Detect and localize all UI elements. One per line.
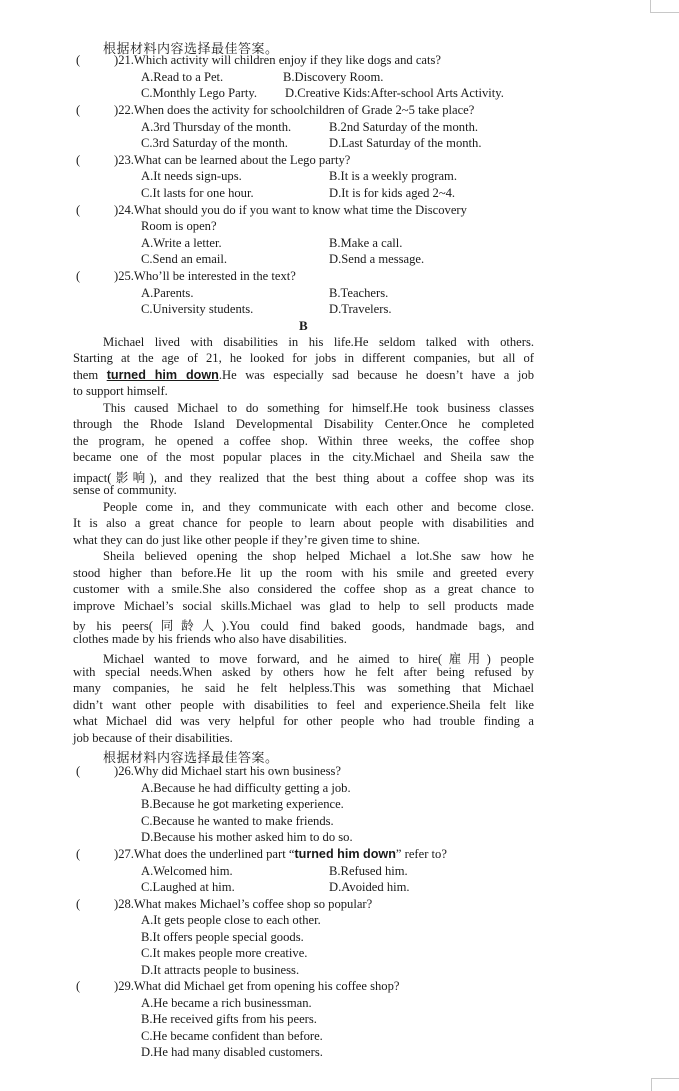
- answer-paren[interactable]: (: [76, 103, 81, 117]
- passage-line: sense of community.: [73, 483, 177, 497]
- passage-line: to support himself.: [73, 384, 168, 398]
- option-d[interactable]: D.It is for kids aged 2~4.: [329, 186, 456, 200]
- crop-mark: [651, 1078, 679, 1091]
- question-stem: )29.What did Michael get from opening his coffee shop?: [114, 979, 400, 993]
- stem-text: )27.What does the underlined part “: [114, 847, 295, 861]
- answer-paren[interactable]: (: [76, 897, 81, 911]
- answer-paren[interactable]: (: [76, 153, 81, 167]
- option-a[interactable]: A.Write a letter.: [141, 236, 222, 250]
- option-b[interactable]: B.Refused him.: [329, 864, 408, 878]
- passage-line: customer with a smile.She also considered the coffee shop as a great chance to: [73, 582, 534, 596]
- passage-line: Michael wanted to move forward, and he aimed to hire(雇用) people: [103, 652, 534, 666]
- passage-line: Sheila believed opening the shop helped Michael a lot.She saw how he: [103, 549, 534, 563]
- option-b[interactable]: B.He received gifts from his peers.: [141, 1012, 317, 1026]
- option-b[interactable]: B.Teachers.: [329, 286, 389, 300]
- passage-line: clothes made by his friends who also have disabilities.: [73, 632, 347, 646]
- passage-line: Starting at the age of 21, he looked for jobs in different companies, but all of: [73, 351, 534, 365]
- option-d[interactable]: D.Travelers.: [329, 302, 392, 316]
- option-b[interactable]: B.Make a call.: [329, 236, 403, 250]
- option-d[interactable]: D.It attracts people to business.: [141, 963, 300, 977]
- passage-line: impact(影响), and they realized that the best thing about a coffee shop was its: [73, 471, 534, 485]
- answer-paren[interactable]: (: [76, 269, 81, 283]
- question-stem-continued: Room is open?: [141, 219, 217, 233]
- question-stem: )23.What can be learned about the Lego party?: [114, 153, 351, 167]
- question-stem: [114, 847, 447, 862]
- option-d[interactable]: D.Avoided him.: [329, 880, 410, 894]
- passage-line: improve Michael’s social skills.Michael was glad to help to sell products made: [73, 599, 534, 613]
- option-d[interactable]: D.Because his mother asked him to do so.: [141, 830, 353, 844]
- option-b[interactable]: B.2nd Saturday of the month.: [329, 120, 479, 134]
- option-a[interactable]: A.It needs sign-ups.: [141, 169, 242, 183]
- option-d[interactable]: D.Send a message.: [329, 252, 425, 266]
- option-d[interactable]: D.Creative Kids:After-school Arts Activity.: [285, 86, 504, 100]
- answer-paren[interactable]: (: [76, 203, 81, 217]
- option-a[interactable]: A.Parents.: [141, 286, 194, 300]
- passage-line: didn’t want other people with disabilities to feel and experience.Sheila felt like: [73, 698, 534, 712]
- question-stem: )22.When does the activity for schoolchildren of Grade 2~5 take place?: [114, 103, 475, 117]
- option-b[interactable]: B.It is a weekly program.: [329, 169, 458, 183]
- option-a[interactable]: A.It gets people close to each other.: [141, 913, 321, 927]
- answer-paren[interactable]: (: [76, 764, 81, 778]
- option-a[interactable]: A.Read to a Pet.: [141, 70, 224, 84]
- option-c[interactable]: C.University students.: [141, 302, 254, 316]
- passage-line: stood higher than before.He lit up the room with his smile and greeted every: [73, 566, 534, 580]
- passage-line: what Michael did was very helpful for other people who had trouble finding a: [73, 714, 534, 728]
- question-stem: )21.Which activity will children enjoy if they like dogs and cats?: [114, 53, 441, 67]
- question-stem: )28.What makes Michael’s coffee shop so popular?: [114, 897, 373, 911]
- passage-line: became one of the most popular places in the city.Michael and Sheila saw the: [73, 450, 534, 464]
- option-a[interactable]: A.He became a rich businessman.: [141, 996, 312, 1010]
- passage-line: through the Rhode Island Developmental Disability Center.Once he completed: [73, 417, 534, 431]
- option-c[interactable]: C.3rd Saturday of the month.: [141, 136, 288, 150]
- answer-paren[interactable]: (: [76, 847, 81, 861]
- section-b-title: B: [299, 318, 308, 333]
- instruction-heading: 根据材料内容选择最佳答案。: [103, 42, 279, 57]
- option-c[interactable]: C.Monthly Lego Party.: [141, 86, 258, 100]
- passage-line: Michael lived with disabilities in his life.He seldom talked with others.: [103, 335, 534, 349]
- passage-line: It is also a great chance for people to learn about people with disabilities and: [73, 516, 534, 530]
- passage-line: many companies, he said he felt helpless.This was something that Michael: [73, 681, 534, 695]
- passage-line: by his peers(同龄人).You could find baked goods, handmade bags, and: [73, 619, 534, 633]
- option-b[interactable]: B.It offers people special goods.: [141, 930, 304, 944]
- option-c[interactable]: C.It lasts for one hour.: [141, 186, 254, 200]
- option-d[interactable]: D.He had many disabled customers.: [141, 1045, 323, 1059]
- passage-line: [73, 368, 534, 383]
- option-a[interactable]: A.Welcomed him.: [141, 864, 233, 878]
- passage-text: .He was especially sad because he doesn’t have a job: [218, 368, 534, 382]
- underlined-phrase: turned him down: [106, 368, 219, 382]
- answer-paren[interactable]: (: [76, 979, 81, 993]
- passage-line: with special needs.When asked by others how he felt after being refused by: [73, 665, 534, 679]
- question-stem: )26.Why did Michael start his own business?: [114, 764, 342, 778]
- answer-paren[interactable]: (: [76, 53, 81, 67]
- option-c[interactable]: C.He became confident than before.: [141, 1029, 323, 1043]
- option-b[interactable]: B.Because he got marketing experience.: [141, 797, 344, 811]
- question-stem: )25.Who’ll be interested in the text?: [114, 269, 296, 283]
- question-stem: )24.What should you do if you want to know what time the Discovery: [114, 203, 467, 217]
- option-a[interactable]: A.Because he had difficulty getting a job.: [141, 781, 351, 795]
- crop-mark: [650, 0, 679, 13]
- option-c[interactable]: C.Send an email.: [141, 252, 228, 266]
- option-b[interactable]: B.Discovery Room.: [283, 70, 384, 84]
- option-d[interactable]: D.Last Saturday of the month.: [329, 136, 482, 150]
- quoted-phrase: turned him down: [294, 847, 396, 861]
- option-c[interactable]: C.It makes people more creative.: [141, 946, 308, 960]
- passage-line: This caused Michael to do something for himself.He took business classes: [103, 401, 534, 415]
- instruction-heading: 根据材料内容选择最佳答案。: [103, 751, 279, 766]
- option-c[interactable]: C.Laughed at him.: [141, 880, 235, 894]
- passage-text: them: [73, 368, 99, 382]
- option-c[interactable]: C.Because he wanted to make friends.: [141, 814, 334, 828]
- stem-text: ” refer to?: [395, 847, 447, 861]
- passage-line: the program, he opened a coffee shop. Within three weeks, the coffee shop: [73, 434, 534, 448]
- option-a[interactable]: A.3rd Thursday of the month.: [141, 120, 292, 134]
- passage-line: job because of their disabilities.: [73, 731, 233, 745]
- passage-line: People come in, and they communicate with each other and become close.: [103, 500, 534, 514]
- passage-line: what they can do just like other people if they’re given time to shine.: [73, 533, 420, 547]
